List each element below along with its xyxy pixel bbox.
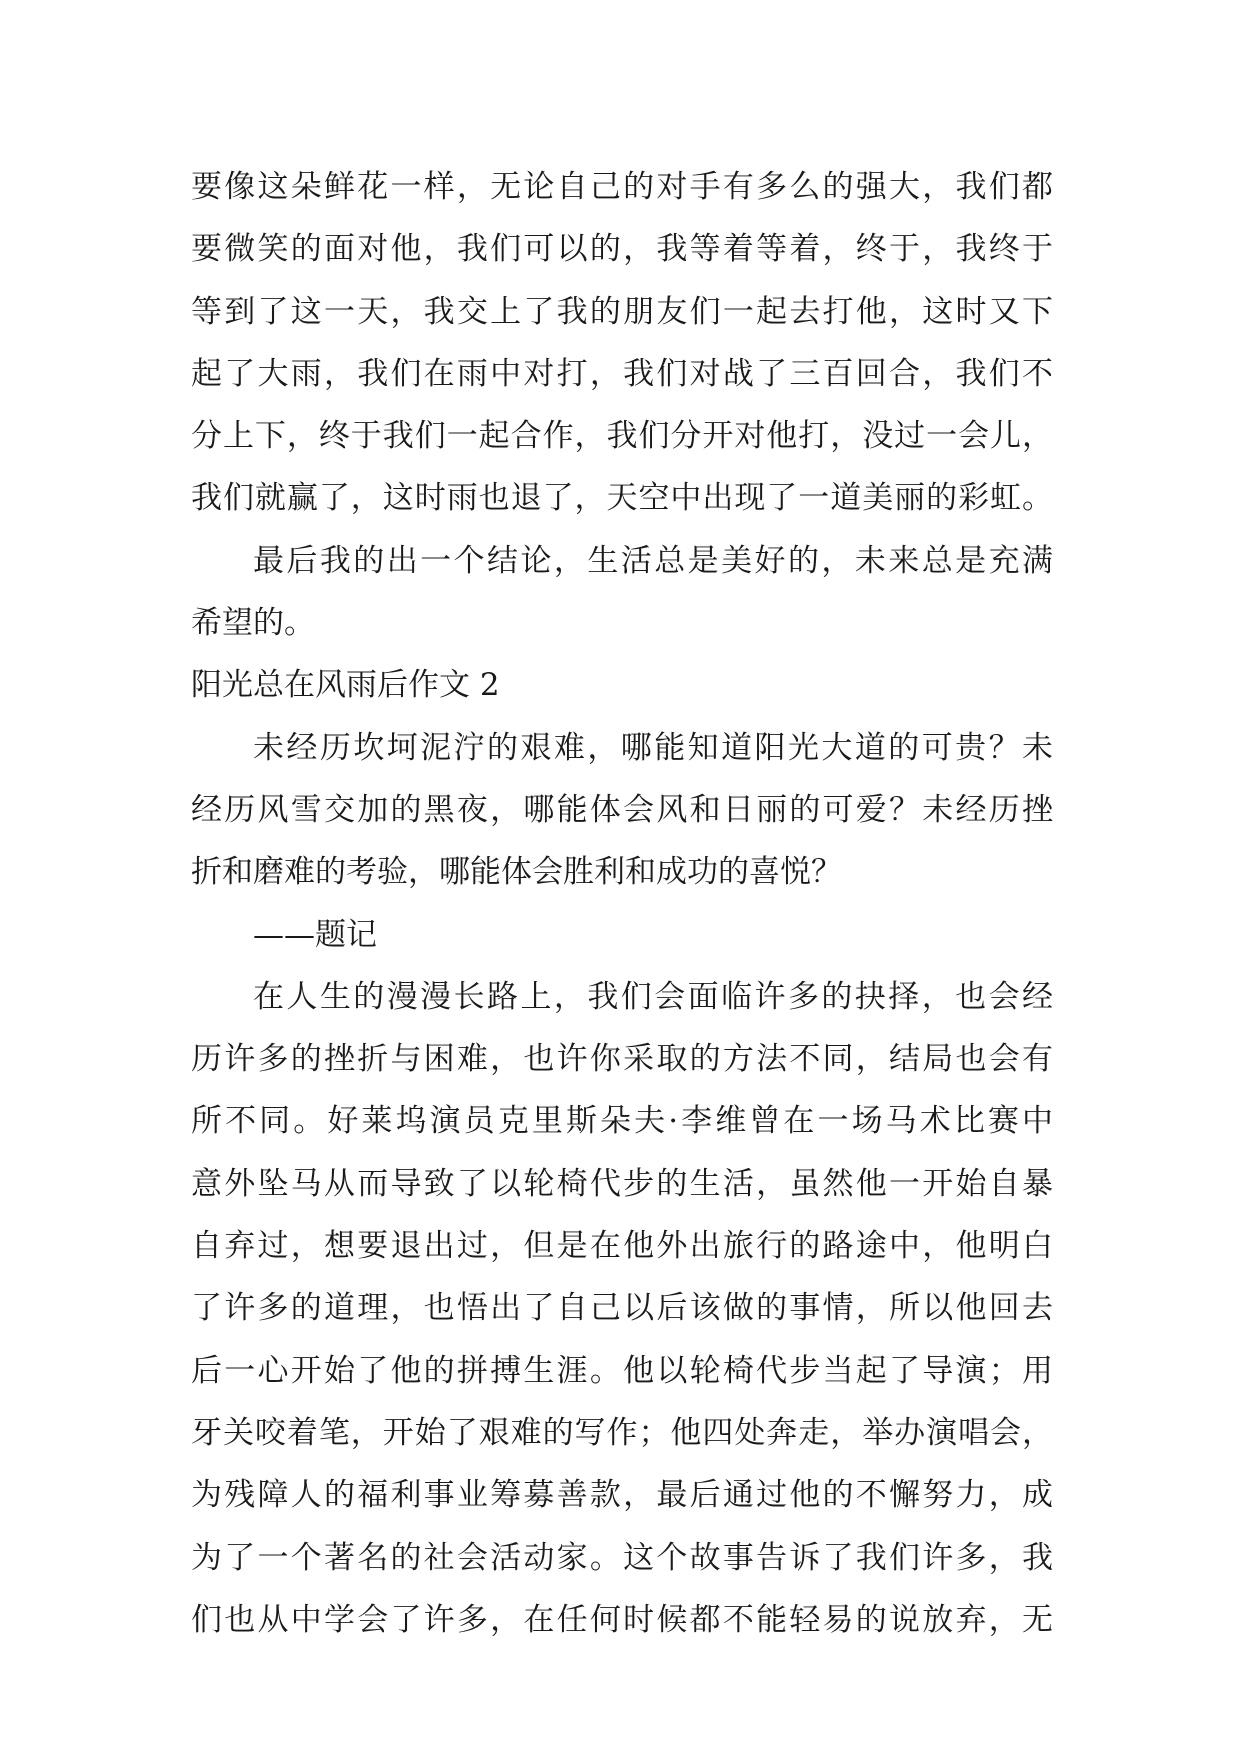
text-line: 所不同。好莱坞演员克里斯朵夫·李维曾在一场马术比赛中 <box>191 1103 1053 1140</box>
text-line: 了许多的道理，也悟出了自己以后该做的事情，所以他回去 <box>191 1290 1053 1327</box>
text-line: 起了大雨，我们在雨中对打，我们对战了三百回合，我们不 <box>191 355 1053 392</box>
text-line: 要像这朵鲜花一样，无论自己的对手有多么的强大，我们都 <box>191 169 1053 205</box>
paragraph-start-line: 最后我的出一个结论，生活总是美好的，未来总是充满 <box>253 542 1053 579</box>
section-heading: 阳光总在风雨后作文 2 <box>191 667 500 704</box>
text-line: 为残障人的福利事业筹募善款，最后通过他的不懈努力，成 <box>191 1477 1053 1514</box>
text-line: 为了一个著名的社会活动家。这个故事告诉了我们许多，我 <box>191 1539 1053 1576</box>
text-line: 经历风雪交加的黑夜，哪能体会风和日丽的可爱？未经历挫 <box>191 791 1053 828</box>
text-line: 要微笑的面对他，我们可以的，我等着等着，终于，我终于 <box>191 231 1053 268</box>
text-line: 希望的。 <box>191 605 315 642</box>
text-line: 分上下，终于我们一起合作，我们分开对他打，没过一会儿， <box>191 418 1053 455</box>
text-line: 折和磨难的考验，哪能体会胜利和成功的喜悦？ <box>191 854 842 891</box>
text-line: 等到了这一天，我交上了我的朋友们一起去打他，这时又下 <box>191 293 1053 330</box>
text-line: 意外坠马从而导致了以轮椅代步的生活，虽然他一开始自暴 <box>191 1165 1053 1202</box>
text-line: 们也从中学会了许多，在任何时候都不能轻易的说放弃，无 <box>191 1601 1053 1638</box>
text-line: 我们就赢了，这时雨也退了，天空中出现了一道美丽的彩虹。 <box>191 480 1053 517</box>
text-line: 历许多的挫折与困难，也许你采取的方法不同，结局也会有 <box>191 1041 1053 1078</box>
text-line: 牙关咬着笔，开始了艰难的写作；他四处奔走，举办演唱会， <box>191 1414 1053 1451</box>
text-line: 后一心开始了他的拼搏生涯。他以轮椅代步当起了导演；用 <box>191 1352 1053 1389</box>
text-line: 自弃过，想要退出过，但是在他外出旅行的路途中，他明白 <box>191 1228 1053 1265</box>
paragraph-start-line: 未经历坎坷泥泞的艰难，哪能知道阳光大道的可贵？未 <box>253 729 1053 766</box>
paragraph-start-line: 在人生的漫漫长路上，我们会面临许多的抉择，也会经 <box>253 978 1053 1015</box>
document-body <box>191 156 1053 1651</box>
epigraph-attribution: ——题记 <box>253 916 377 953</box>
